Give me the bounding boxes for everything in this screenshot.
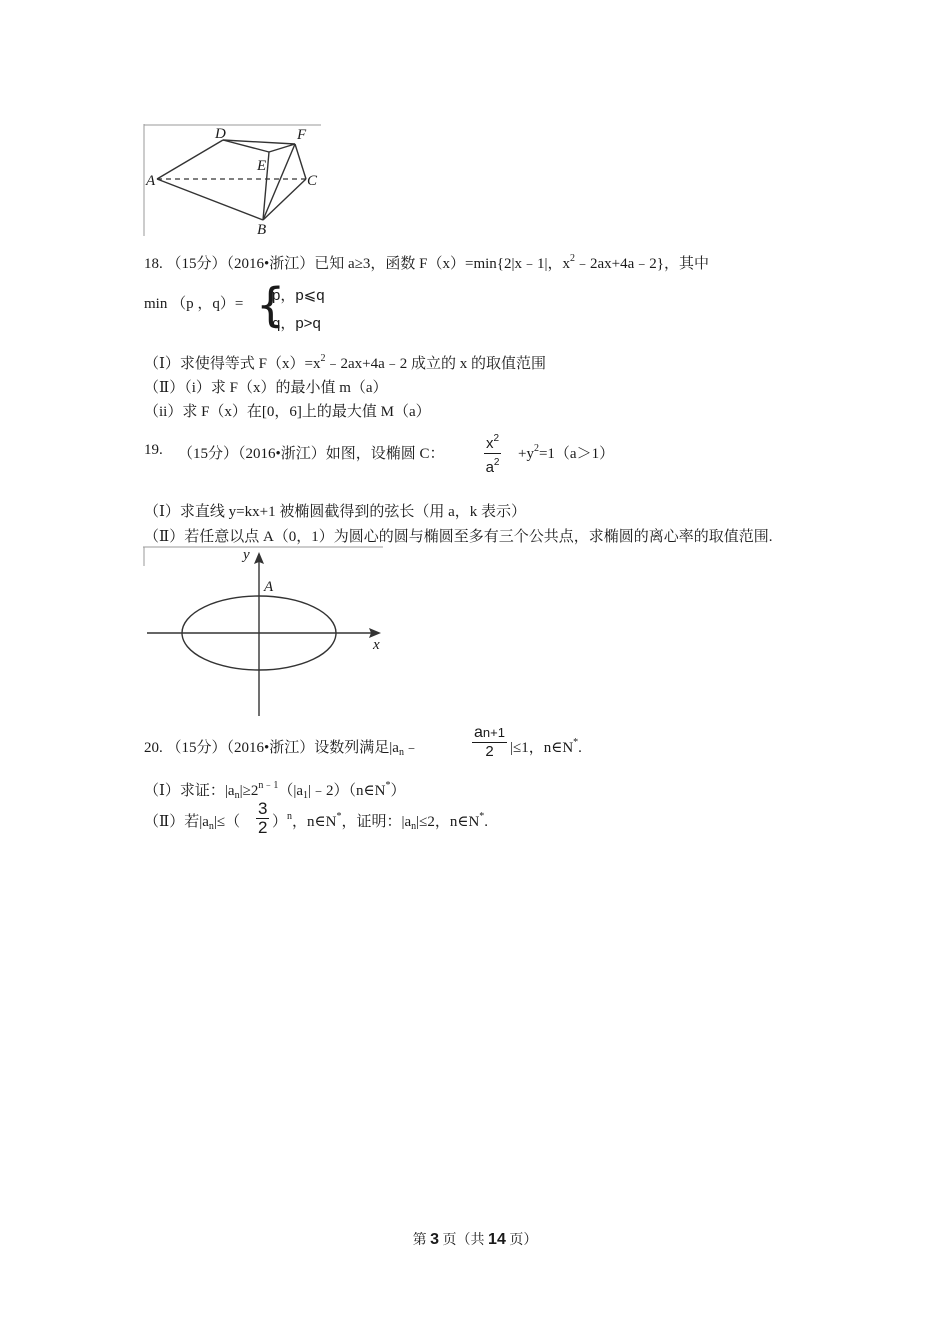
footer-pre: 第 — [412, 1233, 427, 1248]
q20-part2-sup: n — [287, 811, 293, 822]
q20-part1-d: |﹣2）（n∈N — [308, 783, 386, 799]
q20-stem-b-sup: * — [573, 737, 579, 748]
q19-source: （2016•浙江） — [238, 446, 326, 462]
label-F: F — [297, 127, 307, 143]
q20-part2-e: ，证明：|a — [341, 814, 412, 830]
q20-part2-left — [144, 810, 240, 832]
footer-mid: 页（共 — [442, 1233, 485, 1248]
q20-stem-b: |≤1，n∈N — [510, 740, 574, 756]
q19-prefix — [178, 442, 445, 463]
q18-number: 18. — [144, 256, 163, 272]
frac-num: a — [474, 724, 483, 741]
y-axis-label: y — [243, 547, 250, 563]
q20-part2-sub1: n — [208, 821, 214, 832]
q19-stem-rest — [518, 442, 614, 463]
q20-part1-b: |≥2 — [239, 783, 259, 799]
q20-part1-e: ） — [390, 783, 406, 799]
q20-part2-sup2: * — [336, 811, 342, 822]
frac-den-sup: 2 — [493, 457, 500, 468]
frac-num: x — [486, 435, 494, 452]
edge-FC — [295, 144, 306, 179]
q20-part2-b: |≤（ — [213, 814, 241, 830]
q18-stem-a: 已知 a≥3，函数 F（x）=min{2|x﹣1|，x — [314, 256, 571, 272]
q18-part1-b: ﹣2ax+4a﹣2 成立的 x 的取值范围 — [325, 356, 547, 372]
label-E: E — [257, 158, 267, 174]
edge-AD — [157, 140, 223, 179]
q20-part1 — [144, 776, 405, 801]
frac-num: 3 — [258, 799, 268, 818]
q19-fraction — [484, 430, 501, 477]
edge-CB — [263, 179, 306, 220]
q20-part1-sub1: n — [234, 790, 240, 801]
edge-EF — [269, 144, 295, 152]
q19-part2: （Ⅱ）若任意以点 A（0，1）为圆心的圆与椭圆至多有三个公共点，求椭圆的离心率的取值范围. — [144, 529, 773, 545]
q20-part1-sup2: * — [385, 780, 391, 791]
q20-stem-end: . — [578, 740, 582, 756]
q20-stem-a-sub: n — [398, 747, 404, 758]
q20-source: （2016•浙江） — [226, 740, 315, 756]
footer-post: 页） — [509, 1233, 538, 1248]
q20-part2-sub2: n — [411, 821, 417, 832]
footer-total-pages: 14 — [488, 1231, 506, 1248]
q19-part1: （Ⅰ）求直线 y=kx+1 被椭圆截得到的弦长（用 a，k 表示） — [144, 504, 527, 520]
q18-stem-b: ﹣2ax+4a﹣2}，其中 — [575, 256, 709, 272]
q20-part1-sub2: 1 — [303, 790, 309, 801]
q19-stem-b: +y — [518, 446, 534, 462]
q20-part1-sup: n﹣1 — [258, 780, 279, 791]
q20-part2-g: . — [484, 814, 489, 830]
q20-minus: ﹣ — [403, 740, 419, 756]
q18-min-label: min （p ，q）= — [144, 296, 244, 312]
q18-part2ii: （ii）求 F（x）在[0，6]上的最大值 M（a） — [144, 404, 431, 420]
q20-part2-fraction — [256, 800, 269, 837]
q20-part2-c: ） — [272, 814, 288, 830]
label-A: A — [146, 173, 156, 189]
q18-stem — [144, 252, 709, 273]
figure-ellipse — [143, 546, 388, 718]
q20-number: 20. — [144, 740, 163, 756]
q20-prefix — [144, 736, 419, 758]
q18-case1: p，p⩽q — [272, 287, 325, 304]
q19-stem-a: 如图，设椭圆 C： — [325, 446, 445, 462]
q20-part2-a: （Ⅱ）若|a — [144, 814, 209, 830]
frac-den: a — [485, 459, 494, 476]
label-B: B — [257, 222, 267, 236]
q18-stem-sup: 2 — [570, 253, 576, 264]
page-footer — [0, 1229, 950, 1249]
q18-part1 — [144, 352, 546, 373]
frac-num-sup: 2 — [493, 433, 500, 444]
q20-part2-right — [272, 810, 488, 832]
label-D: D — [215, 126, 226, 142]
q19-score: （15分） — [178, 446, 239, 462]
q20-fraction — [472, 724, 507, 761]
q18-part1-a: （Ⅰ）求使得等式 F（x）=x — [144, 356, 321, 372]
q19-stem-c: =1（a＞1） — [538, 446, 615, 462]
figure-solid — [143, 124, 323, 236]
edge-AB — [157, 179, 263, 220]
point-A-label: A — [264, 579, 274, 595]
footer-page-number: 3 — [430, 1231, 440, 1248]
q20-stem-rest — [510, 736, 582, 757]
q20-score: （15分） — [166, 740, 227, 756]
q19-number: 19. — [144, 442, 163, 458]
label-C: C — [307, 173, 318, 189]
piecewise-brace: { — [256, 278, 286, 332]
q19-stem-b-sup: 2 — [533, 443, 539, 454]
q18-part1-sup: 2 — [320, 353, 326, 364]
q20-part1-c: （|a — [278, 783, 304, 799]
frac-num-sub: n+1 — [482, 725, 505, 740]
q20-stem-a: 设数列满足|a — [314, 740, 399, 756]
edge-FB — [263, 144, 295, 220]
q20-part1-a: （Ⅰ）求证：|a — [144, 783, 235, 799]
q18-case2: q，p>q — [272, 315, 321, 332]
q20-part2-f: |≤2，n∈N — [416, 814, 480, 830]
q18-source: （2016•浙江） — [226, 256, 315, 272]
q20-part2-sup3: * — [479, 811, 485, 822]
q20-part2-d: ，n∈N — [292, 814, 337, 830]
frac-den: 2 — [258, 818, 268, 837]
q18-part2i: （Ⅱ）（i）求 F（x）的最小值 m（a） — [144, 380, 388, 396]
frac-den: 2 — [485, 743, 494, 760]
x-axis-label: x — [373, 637, 380, 653]
q18-score: （15分） — [166, 256, 227, 272]
